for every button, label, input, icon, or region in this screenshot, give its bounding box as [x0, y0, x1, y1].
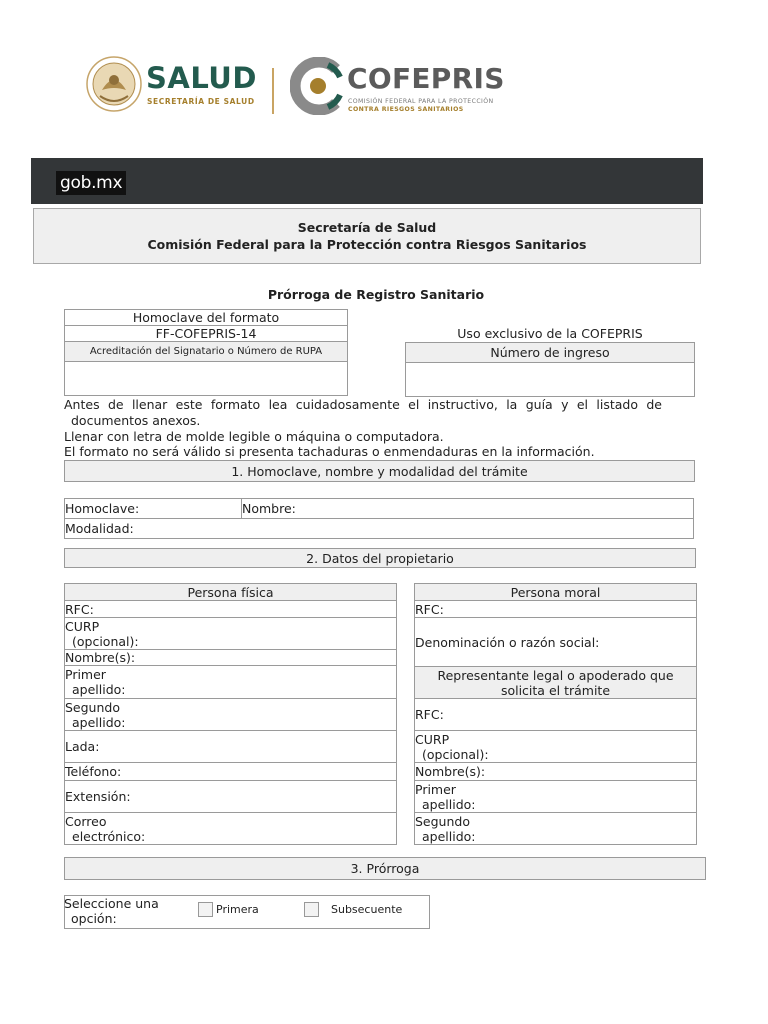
salud-title: SALUD — [146, 61, 257, 95]
fisica-primer-label: Primer — [65, 667, 106, 682]
modalidad-field[interactable]: Modalidad: — [64, 518, 694, 539]
representante-label-1: Representante legal o apoderado que — [437, 667, 674, 683]
numero-ingreso-field — [405, 362, 695, 397]
moral-segundo-label-2: apellido: — [422, 828, 476, 844]
fisica-curp-field[interactable] — [64, 617, 397, 650]
instruction-1b: documentos anexos. — [71, 413, 201, 428]
homoclave-formato-value: FF-COFEPRIS-14 — [64, 325, 348, 342]
seleccione-label-1: Seleccione una — [64, 896, 159, 911]
uso-exclusivo-label: Uso exclusivo de la COFEPRIS — [457, 326, 643, 341]
fisica-nombres-field[interactable]: Nombre(s): — [64, 649, 397, 666]
moral-primer-apellido-field[interactable] — [414, 780, 697, 813]
fisica-extension-field[interactable]: Extensión: — [64, 780, 397, 813]
fisica-correo-label-2: electrónico: — [72, 828, 146, 844]
moral-primer-label-2: apellido: — [422, 796, 476, 812]
agency-header — [33, 208, 701, 264]
acreditacion-label: Acreditación del Signatario o Número de RUPA — [64, 341, 348, 362]
primera-label: Primera — [216, 903, 259, 916]
salud-subtitle: SECRETARÍA DE SALUD — [147, 97, 255, 106]
gobmx-logo-text: gob.mx — [60, 173, 123, 193]
fisica-correo-label: Correo — [65, 813, 107, 829]
fisica-segundo-label: Segundo — [65, 699, 120, 715]
nombre-field[interactable]: Nombre: — [241, 498, 694, 519]
homoclave-field[interactable]: Homoclave: — [64, 498, 242, 519]
fisica-segundo-apellido-field[interactable] — [64, 698, 397, 731]
fisica-primer-label-2: apellido: — [72, 682, 126, 697]
subsecuente-label: Subsecuente — [331, 903, 403, 916]
moral-nombres-field[interactable]: Nombre(s): — [414, 762, 697, 781]
logo-divider — [272, 68, 274, 114]
instruction-3: El formato no será válido si presenta tachaduras o enmendaduras en la información. — [64, 444, 595, 459]
salud-seal-logo — [86, 56, 142, 112]
cofepris-logo-mark — [290, 57, 344, 115]
acreditacion-field[interactable] — [64, 361, 348, 396]
representante-legal-header — [414, 666, 697, 699]
gobmx-logo[interactable] — [56, 171, 126, 195]
fisica-segundo-label-2: apellido: — [72, 714, 126, 730]
subsecuente-option[interactable] — [304, 902, 402, 917]
primera-checkbox[interactable] — [198, 902, 213, 917]
seleccione-label — [64, 896, 159, 926]
moral-curp-label: CURP — [415, 731, 450, 747]
moral-segundo-label: Segundo — [415, 813, 470, 829]
fisica-curp-label-2: (opcional): — [72, 633, 139, 649]
agency-line-2: Comisión Federal para la Protección contra Riesgos Sanitarios — [147, 237, 587, 252]
agency-line-1: Secretaría de Salud — [297, 220, 437, 235]
cofepris-title: COFEPRIS — [347, 62, 505, 95]
fisica-telefono-field[interactable]: Teléfono: — [64, 762, 397, 781]
section-1-header: 1. Homoclave, nombre y modalidad del trámite — [64, 460, 695, 482]
fisica-correo-field[interactable] — [64, 812, 397, 845]
persona-moral-header: Persona moral — [414, 583, 697, 601]
representante-label-2: solicita el trámite — [500, 682, 611, 698]
numero-ingreso-label: Número de ingreso — [405, 342, 695, 363]
moral-denominacion-field[interactable]: Denominación o razón social: — [414, 617, 697, 667]
gob-banner — [31, 158, 703, 204]
seleccione-label-2: opción: — [71, 911, 117, 926]
primera-option[interactable] — [198, 902, 259, 917]
instruction-1: Antes de llenar este formato lea cuidadosamente el instructivo, la guía y el listado de — [64, 397, 662, 412]
cofepris-subtitle-1: COMISIÓN FEDERAL PARA LA PROTECCIÓN — [348, 98, 494, 105]
moral-curp-field[interactable] — [414, 730, 697, 763]
persona-fisica-header: Persona física — [64, 583, 397, 601]
homoclave-formato-label: Homoclave del formato — [64, 309, 348, 326]
moral-curp-label-2: (opcional): — [422, 746, 489, 762]
section-2-header: 2. Datos del propietario — [64, 548, 696, 568]
section-3-header: 3. Prórroga — [64, 857, 706, 880]
instruction-2: Llenar con letra de molde legible o máquina o computadora. — [64, 429, 444, 444]
form-title: Prórroga de Registro Sanitario — [267, 287, 485, 302]
fisica-primer-apellido-field[interactable] — [64, 665, 397, 699]
fisica-lada-field[interactable]: Lada: — [64, 730, 397, 763]
fisica-curp-label: CURP — [65, 618, 100, 634]
fisica-rfc-field[interactable]: RFC: — [64, 600, 397, 618]
moral-rfc-field[interactable]: RFC: — [414, 600, 697, 618]
moral-segundo-apellido-field[interactable] — [414, 812, 697, 845]
subsecuente-checkbox[interactable] — [304, 902, 319, 917]
moral-rep-rfc-field[interactable]: RFC: — [414, 698, 697, 731]
cofepris-subtitle-2: CONTRA RIESGOS SANITARIOS — [348, 106, 464, 113]
moral-primer-label: Primer — [415, 781, 456, 797]
